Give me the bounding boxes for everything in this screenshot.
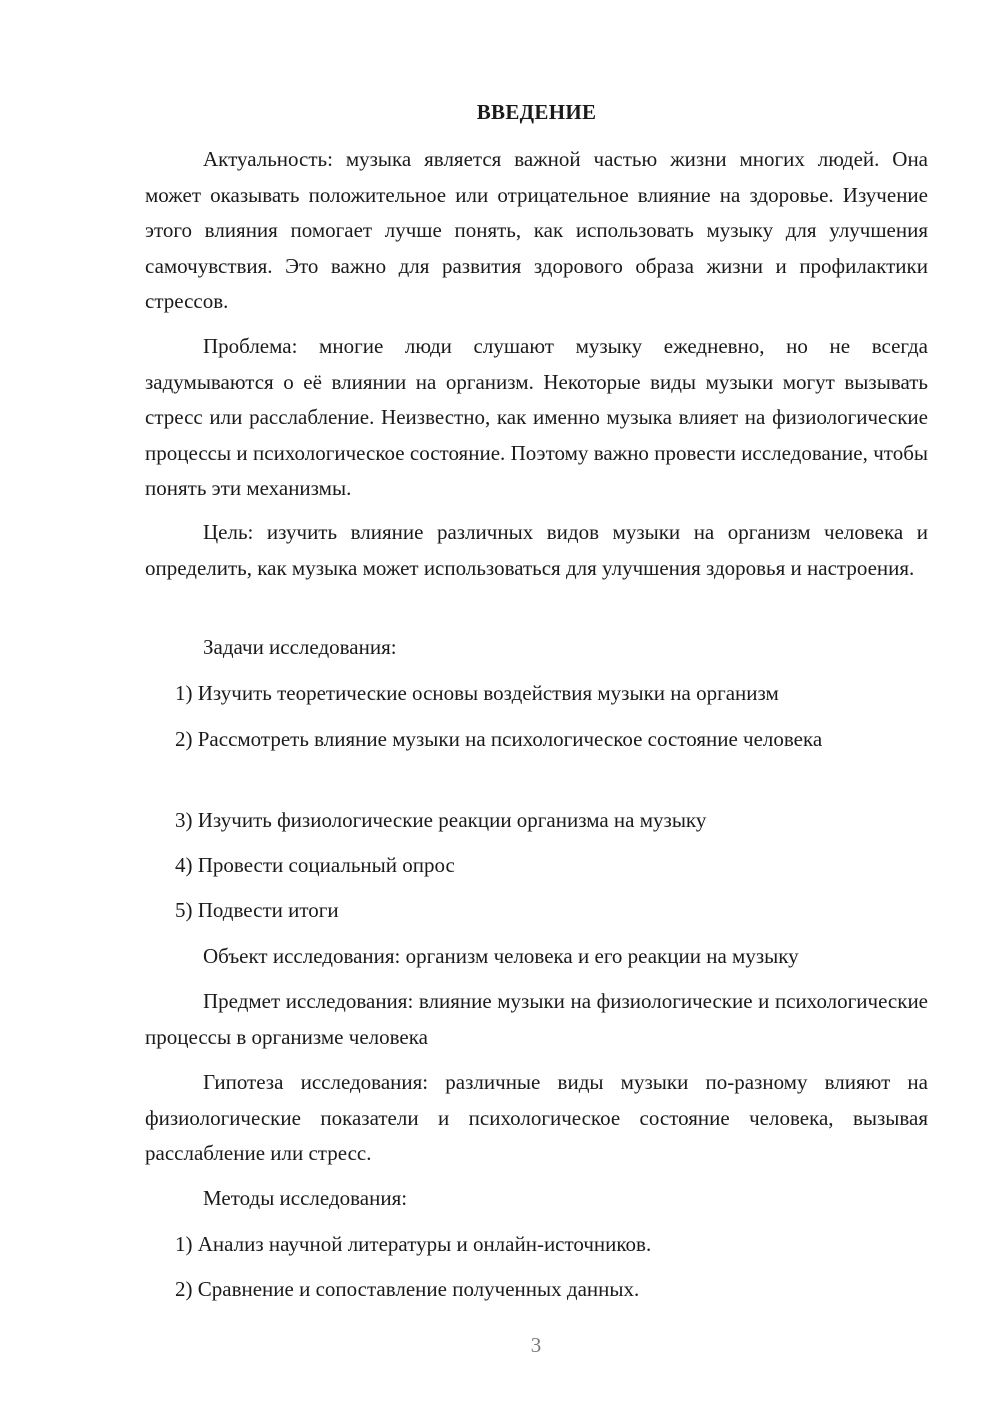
hypothesis-paragraph: Гипотеза исследования: различные виды музыки по-разному влияют на физиологические показатели и психологическое состояние человека, вызывая расслабление или стресс. (145, 1070, 928, 1166)
tasks-title: Задачи исследования: (203, 635, 397, 659)
task-item-4: 4) Провести социальный опрос (175, 853, 455, 877)
method-item-2: 2) Сравнение и сопоставление полученных данных. (175, 1277, 640, 1301)
object-paragraph: Объект исследования: организм человека и его реакции на музыку (203, 944, 799, 968)
problem-paragraph: Проблема: многие люди слушают музыку ежедневно, но не всегда задумываются о её влиянии на организм. Некоторые виды музыки могут вызывать стресс или расслабление. Неизвестно, как именно музыка влияет на физиологические процессы и психологическое состояние. Поэтому важно провести исследование, чтобы понять эти механизмы. (145, 334, 928, 501)
task-item-5: 5) Подвести итоги (175, 898, 339, 922)
goal-paragraph: Цель: изучить влияние различных видов музыки на организм человека и определить, как музыка может использоваться для улучшения здоровья и настроения. (145, 520, 928, 580)
subject-paragraph: Предмет исследования: влияние музыки на физиологические и психологические процессы в организме человека (145, 989, 928, 1049)
relevance-paragraph: Актуальность: музыка является важной частью жизни многих людей. Она может оказывать положительное или отрицательное влияние на здоровье. Изучение этого влияния помогает лучше понять, как использовать музыку для улучшения самочувствия. Это важно для развития здорового образа жизни и профилактики стрессов. (145, 147, 928, 314)
methods-title: Методы исследования: (203, 1186, 408, 1210)
task-item-2: 2) Рассмотреть влияние музыки на психологическое состояние человека (175, 727, 823, 751)
task-item-1: 1) Изучить теоретические основы воздействия музыки на организм (175, 681, 779, 705)
task-item-3: 3) Изучить физиологические реакции организма на музыку (175, 808, 707, 832)
method-item-1: 1) Анализ научной литературы и онлайн-источников. (175, 1232, 652, 1256)
section-heading: ВВЕДЕНИЕ (476, 100, 597, 124)
page-number: 3 (530, 1333, 542, 1357)
